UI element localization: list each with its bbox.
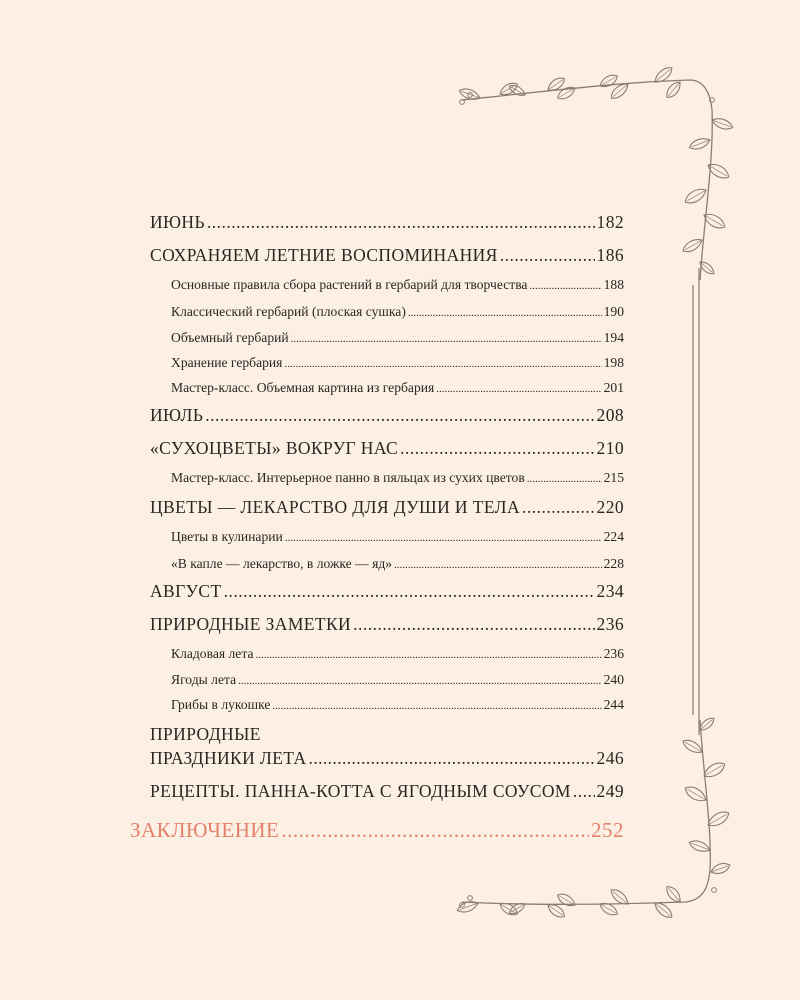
toc-entry-page: 215 <box>603 470 624 485</box>
leader-dots <box>573 781 595 802</box>
leader-dots <box>408 304 602 320</box>
leader-dots <box>285 529 602 545</box>
toc-entry-title: АВГУСТ <box>150 581 222 601</box>
toc-entry-page: 190 <box>603 304 624 319</box>
toc-entry-title: ЦВЕТЫ — ЛЕКАРСТВО ДЛЯ ДУШИ И ТЕЛА <box>150 497 520 517</box>
toc-subentry[interactable] <box>171 330 624 346</box>
toc-entry-title: Грибы в лукошке <box>171 697 271 712</box>
toc-entry-page: 182 <box>596 212 624 232</box>
toc-entry-title: Цветы в кулинарии <box>171 529 283 544</box>
toc-entry-title: Хранение гербария <box>171 355 283 370</box>
toc-entry-title: «СУХОЦВЕТЫ» ВОКРУГ НАС <box>150 438 399 458</box>
toc-entry-page: 228 <box>603 556 624 571</box>
toc-entry-page: 234 <box>596 581 624 601</box>
toc-entry-page: 220 <box>596 497 624 517</box>
toc-entry-page: 240 <box>603 672 624 687</box>
toc-entry-title: Классический гербарий (плоская сушка) <box>171 304 406 319</box>
toc-subentry[interactable] <box>171 355 624 371</box>
toc-subentry[interactable] <box>171 304 624 320</box>
toc-entry-page: 210 <box>596 438 624 458</box>
toc-entry-title: ПРИРОДНЫЕ ЗАМЕТКИ <box>150 614 352 634</box>
toc-subentry[interactable] <box>171 277 624 293</box>
toc-entry-page: 208 <box>596 405 624 425</box>
toc-entry-page: 194 <box>603 330 624 345</box>
toc-entry-title: Кладовая лета <box>171 646 254 661</box>
toc-entry-title: Основные правила сбора растений в гербарий для творчества <box>171 277 528 292</box>
leader-dots <box>353 614 594 635</box>
toc-entry[interactable] <box>150 212 624 233</box>
toc-entry-page: 236 <box>596 614 624 634</box>
leader-dots <box>527 470 602 486</box>
toc-entry-page: 236 <box>603 646 624 661</box>
toc-entry-page: 224 <box>603 529 624 544</box>
toc-conclusion[interactable] <box>130 818 624 843</box>
toc-subentry[interactable] <box>171 672 624 688</box>
toc-entry-title: Объемный гербарий <box>171 330 289 345</box>
leader-dots <box>238 672 601 688</box>
toc-subentry[interactable] <box>171 529 624 545</box>
toc-entry-multiline[interactable] <box>150 722 624 770</box>
leader-dots <box>522 497 595 518</box>
leader-dots <box>309 746 595 770</box>
leader-dots <box>400 438 594 459</box>
toc-entry-title: РЕЦЕПТЫ. ПАННА-КОТТА С ЯГОДНЫМ СОУСОМ <box>150 781 571 801</box>
leader-dots <box>394 556 602 572</box>
toc-entry-title: ИЮНЬ <box>150 212 205 232</box>
toc-subentry[interactable] <box>171 470 624 486</box>
toc-entry-title: «В капле — лекарство, в ложке — яд» <box>171 556 393 571</box>
toc-subentry[interactable] <box>171 380 624 396</box>
leader-dots <box>291 330 602 346</box>
toc-entry-page: 201 <box>603 380 624 395</box>
toc-subentry[interactable] <box>171 697 624 713</box>
toc-entry-title: Мастер-класс. Объемная картина из гербария <box>171 380 435 395</box>
toc-entry[interactable] <box>150 245 624 266</box>
leader-dots <box>529 277 601 293</box>
toc-entry-title: ИЮЛЬ <box>150 405 204 425</box>
leader-dots <box>207 212 595 233</box>
leader-dots <box>272 697 601 713</box>
toc-entry-title: Мастер-класс. Интерьерное панно в пяльцах из сухих цветов <box>171 470 525 485</box>
leader-dots <box>205 405 594 426</box>
toc-subentry[interactable] <box>171 646 624 662</box>
conclusion-page: 252 <box>591 818 624 842</box>
leader-dots <box>281 818 589 843</box>
toc-entry[interactable] <box>150 405 624 426</box>
toc-subentry[interactable] <box>171 556 624 572</box>
toc-entry[interactable] <box>150 781 624 802</box>
toc-entry[interactable] <box>150 497 624 518</box>
leader-dots <box>436 380 601 396</box>
toc-entry-page: 198 <box>603 355 624 370</box>
toc-entry-page: 186 <box>596 245 624 265</box>
toc-entry[interactable] <box>150 438 624 459</box>
toc-entry-title-line2: ПРАЗДНИКИ ЛЕТА <box>150 748 307 768</box>
leader-dots <box>224 581 595 602</box>
toc-entry-title: СОХРАНЯЕМ ЛЕТНИЕ ВОСПОМИНАНИЯ <box>150 245 498 265</box>
leader-dots <box>255 646 601 662</box>
toc-entry-title: Ягоды лета <box>171 672 237 687</box>
toc-entry-title-line1: ПРИРОДНЫЕ <box>150 724 261 744</box>
toc-entry[interactable] <box>150 581 624 602</box>
conclusion-title: ЗАКЛЮЧЕНИЕ <box>130 818 280 842</box>
toc-entry-page: 246 <box>596 748 624 768</box>
toc-entry-page: 244 <box>603 697 624 712</box>
leader-dots <box>500 245 595 266</box>
leader-dots <box>284 355 601 371</box>
toc-entry-page: 188 <box>603 277 624 292</box>
toc-entry-page: 249 <box>596 781 624 801</box>
toc-entry[interactable] <box>150 614 624 635</box>
